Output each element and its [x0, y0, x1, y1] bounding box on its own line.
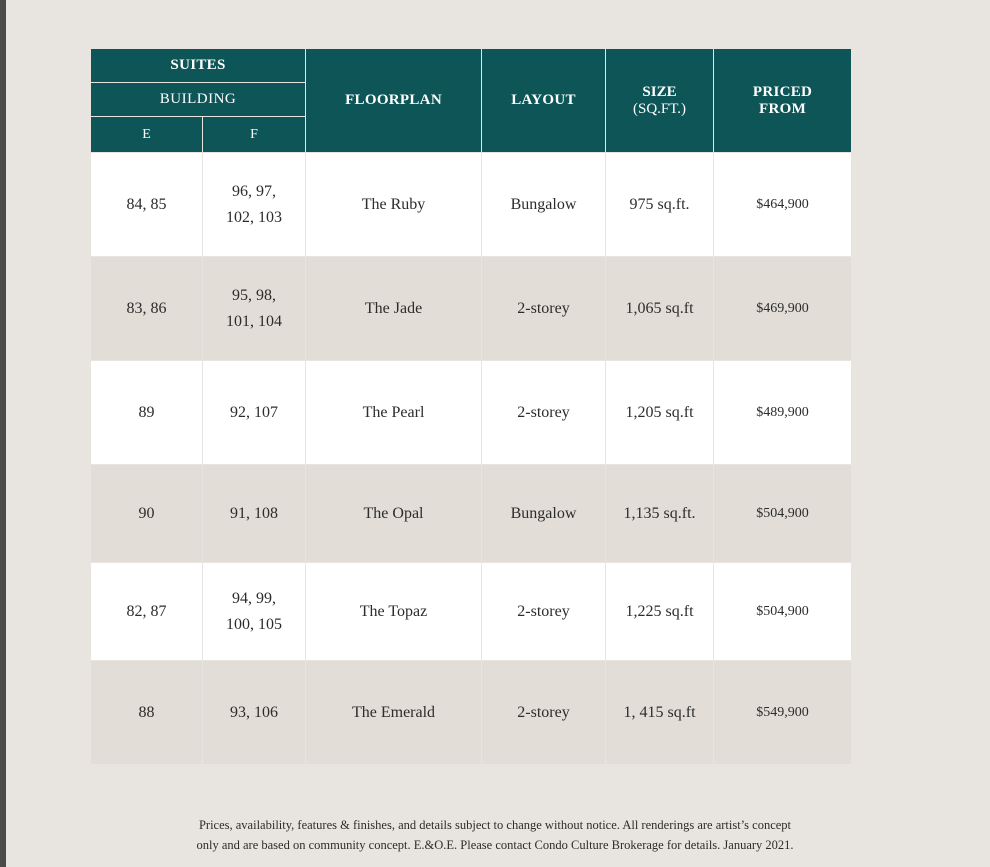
table-row: [91, 361, 852, 465]
cell-f-line2: 101, 104: [226, 312, 282, 330]
cell-size: 1,225 sq.ft: [606, 563, 714, 661]
table-row: [91, 153, 852, 257]
cell-building-f: 92, 107: [203, 361, 306, 465]
header-floorplan: FLOORPLAN: [306, 49, 482, 153]
cell-f-line2: 102, 103: [226, 208, 282, 226]
header-priced-from: [714, 49, 852, 153]
pricing-table: [90, 48, 852, 765]
cell-building-e: 89: [91, 361, 203, 465]
header-building: BUILDING: [91, 83, 306, 117]
cell-building-f: 91, 108: [203, 465, 306, 563]
cell-floorplan: The Opal: [306, 465, 482, 563]
cell-building-f: [203, 153, 306, 257]
cell-floorplan: The Jade: [306, 257, 482, 361]
cell-size: 1,065 sq.ft: [606, 257, 714, 361]
disclaimer-footnote: [130, 815, 860, 855]
header-priced-line2: FROM: [759, 100, 807, 117]
table-row: [91, 563, 852, 661]
cell-size: 1,205 sq.ft: [606, 361, 714, 465]
cell-building-e: 82, 87: [91, 563, 203, 661]
cell-price: $489,900: [714, 361, 852, 465]
cell-layout: 2-storey: [482, 661, 606, 765]
cell-building-f: [203, 563, 306, 661]
cell-layout: Bungalow: [482, 153, 606, 257]
cell-layout: Bungalow: [482, 465, 606, 563]
table-row: [91, 465, 852, 563]
footnote-line1: Prices, availability, features & finishes, and details subject to change without notice. All renderings are artist’s concept: [198, 818, 792, 832]
cell-floorplan: The Pearl: [306, 361, 482, 465]
cell-size: 1, 415 sq.ft: [606, 661, 714, 765]
table-body: [91, 153, 852, 765]
cell-f-line2: 100, 105: [226, 615, 282, 633]
cell-f-line1: 96, 97,: [232, 182, 276, 200]
cell-floorplan: The Topaz: [306, 563, 482, 661]
cell-building-f: 93, 106: [203, 661, 306, 765]
cell-floorplan: The Emerald: [306, 661, 482, 765]
cell-price: $464,900: [714, 153, 852, 257]
cell-size: 975 sq.ft.: [606, 153, 714, 257]
header-layout: LAYOUT: [482, 49, 606, 153]
header-priced-line1: PRICED: [752, 83, 813, 100]
cell-size: 1,135 sq.ft.: [606, 465, 714, 563]
table-row: [91, 661, 852, 765]
cell-floorplan: The Ruby: [306, 153, 482, 257]
cell-f-line1: 95, 98,: [232, 286, 276, 304]
cell-building-e: 90: [91, 465, 203, 563]
cell-price: $549,900: [714, 661, 852, 765]
cell-layout: 2-storey: [482, 257, 606, 361]
cell-f-line1: 94, 99,: [232, 589, 276, 607]
cell-layout: 2-storey: [482, 361, 606, 465]
header-size-label: SIZE: [642, 83, 677, 100]
cell-building-e: 84, 85: [91, 153, 203, 257]
cell-price: $504,900: [714, 465, 852, 563]
header-size-unit: (SQ.FT.): [632, 100, 687, 117]
header-col-e: E: [91, 117, 203, 153]
cell-building-e: 83, 86: [91, 257, 203, 361]
table-header: [91, 49, 852, 153]
header-size: [606, 49, 714, 153]
table-row: [91, 257, 852, 361]
cell-layout: 2-storey: [482, 563, 606, 661]
page-edge: [0, 0, 6, 867]
header-suites: SUITES: [91, 49, 306, 83]
cell-price: $504,900: [714, 563, 852, 661]
cell-building-f: [203, 257, 306, 361]
cell-building-e: 88: [91, 661, 203, 765]
cell-price: $469,900: [714, 257, 852, 361]
header-col-f: F: [203, 117, 306, 153]
footnote-line2: only and are based on community concept. E.&O.E. Please contact Condo Culture Brokerage for details. January 2021.: [196, 838, 794, 852]
